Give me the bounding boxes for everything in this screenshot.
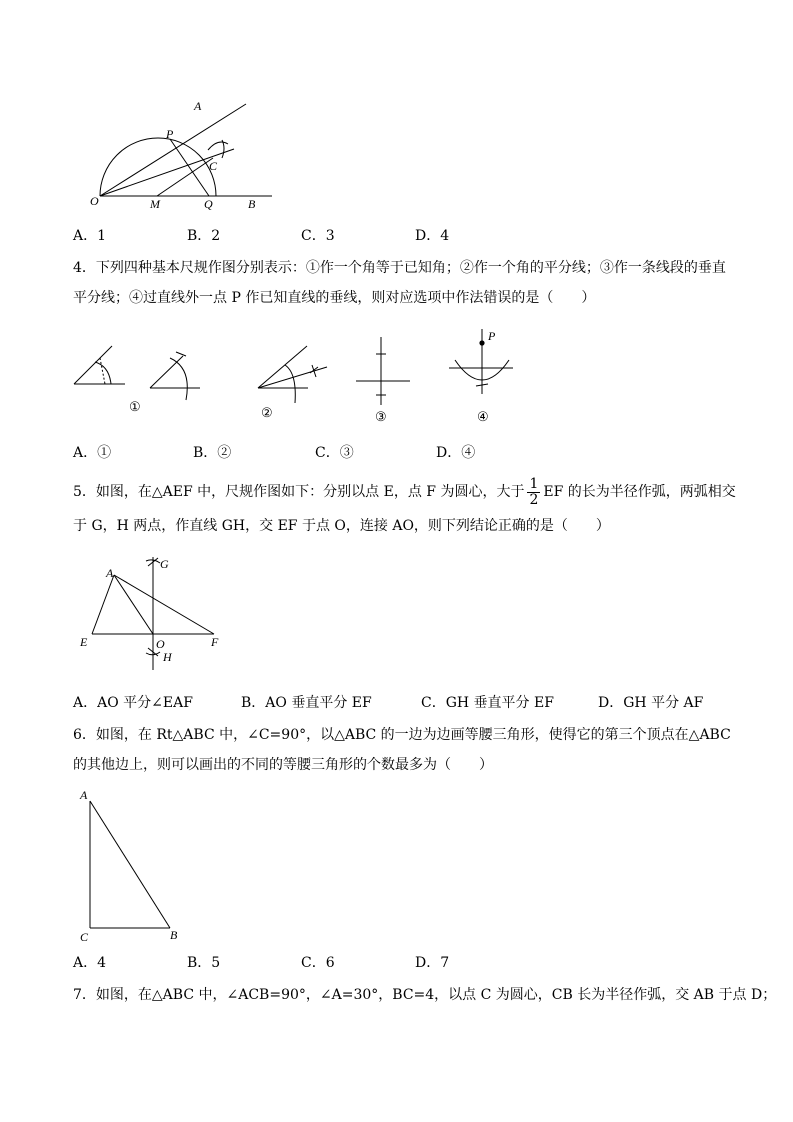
q5-side-AE bbox=[92, 575, 114, 634]
q5-label-E: E bbox=[80, 635, 88, 649]
q5-fraction-denominator: 2 bbox=[529, 491, 539, 508]
q6-stem-line1: 6．如图，在 Rt△ABC 中，∠C=90°，以△ABC 的一边为边画等腰三角形，使得它的第三个顶点在△ABC bbox=[73, 727, 731, 743]
q3-label-A: A bbox=[194, 99, 202, 113]
q5-option-b: B．AO 垂直平分 EF bbox=[241, 695, 372, 711]
q4-fig1b-tick bbox=[176, 352, 186, 356]
q3-label-C: C bbox=[209, 159, 218, 173]
q3-option-d: D．4 bbox=[415, 228, 450, 244]
q6-label-C: C bbox=[80, 930, 89, 944]
q4-label-3: ③ bbox=[375, 409, 387, 424]
q5-stem-line2: 于 G，H 两点，作直线 GH，交 EF 于点 O，连接 AO，则下列结论正确的是（ ） bbox=[73, 518, 610, 534]
q4-fig4-mark bbox=[476, 384, 488, 386]
q5-label-F: F bbox=[211, 635, 219, 649]
q3-segment-MC bbox=[157, 158, 213, 196]
q6-option-a: A．4 bbox=[73, 955, 107, 971]
q3-label-O: O bbox=[90, 194, 99, 208]
q5-fraction-numerator: 1 bbox=[529, 475, 539, 492]
q5-label-G: G bbox=[160, 557, 169, 571]
q5-arc-mark-G bbox=[146, 558, 160, 566]
q3-arc-mark-2 bbox=[222, 140, 224, 158]
q4-fig1a-ray bbox=[74, 346, 112, 384]
q4-fig2-arc bbox=[285, 365, 295, 403]
q4-fig1a-arc bbox=[95, 362, 111, 384]
q4-fig1b-ray bbox=[150, 356, 183, 388]
q5-label-O: O bbox=[156, 637, 165, 651]
q3-label-Q: Q bbox=[204, 197, 213, 211]
q4-option-c: C．③ bbox=[315, 445, 354, 461]
q5-arc-mark-H bbox=[146, 648, 160, 656]
q3-semicircle-arc bbox=[100, 138, 216, 196]
q3-option-b: B．2 bbox=[187, 228, 221, 244]
q4-label-1: ① bbox=[129, 399, 141, 414]
q5-option-d: D．GH 平分 AF bbox=[598, 695, 704, 711]
q3-arc-mark-1 bbox=[208, 142, 228, 150]
q3-label-M: M bbox=[150, 197, 160, 211]
q4-stem-line1: 4．下列四种基本尺规作图分别表示：①作一个角等于已知角；②作一个角的平分线；③作一条线段的垂直 bbox=[73, 260, 726, 276]
q4-fig4-point-P bbox=[479, 340, 484, 345]
q4-stem-line2: 平分线；④过直线外一点 P 作已知直线的垂线，则对应选项中作法错误的是（ ） bbox=[73, 290, 596, 306]
q4-option-d: D．④ bbox=[436, 445, 476, 461]
q4-fig1a-dashed bbox=[100, 358, 105, 384]
q3-ray-OC bbox=[100, 149, 234, 196]
q4-fig4-arc bbox=[455, 360, 509, 380]
q5-fraction bbox=[527, 477, 540, 508]
q4-label-P: P bbox=[488, 329, 496, 343]
q5-segment-AO bbox=[114, 575, 153, 634]
q4-fig2-bisector bbox=[258, 367, 327, 388]
q5-label-A: A bbox=[106, 566, 114, 580]
q6-option-b: B．5 bbox=[187, 955, 221, 971]
q5-stem-line1-part-b: EF 的长为半径作弧，两弧相交 bbox=[543, 484, 736, 500]
q3-label-B: B bbox=[248, 197, 256, 211]
q6-option-d: D．7 bbox=[415, 955, 450, 971]
q4-fig2-mark bbox=[310, 365, 318, 377]
q6-option-c: C．6 bbox=[301, 955, 335, 971]
q5-option-a: A．AO 平分∠EAF bbox=[73, 695, 193, 711]
q5-label-H: H bbox=[163, 650, 172, 664]
q4-option-b: B．② bbox=[193, 445, 232, 461]
q5-side-AF bbox=[114, 575, 214, 634]
q3-option-c: C．3 bbox=[301, 228, 335, 244]
q6-label-A: A bbox=[80, 788, 88, 802]
q4-label-4: ④ bbox=[477, 409, 489, 424]
q5-option-c: C．GH 垂直平分 EF bbox=[421, 695, 554, 711]
q3-option-a: A．1 bbox=[73, 228, 107, 244]
q4-label-2: ② bbox=[261, 405, 273, 420]
q6-label-B: B bbox=[170, 928, 178, 942]
q4-option-a: A．① bbox=[73, 445, 112, 461]
q3-label-P: P bbox=[166, 127, 174, 141]
q4-fig2-ray bbox=[258, 346, 307, 388]
q6-side-AB bbox=[90, 801, 170, 928]
q5-stem-line1-part-a: 5．如图，在△AEF 中，尺规作图如下：分别以点 E，点 F 为圆心，大于 bbox=[73, 484, 525, 500]
q3-segment-PQ bbox=[170, 139, 209, 196]
q3-ray-OA bbox=[100, 104, 246, 196]
q6-stem-line2: 的其他边上，则可以画出的不同的等腰三角形的个数最多为（ ） bbox=[73, 757, 493, 773]
q5-stem-line1 bbox=[73, 475, 736, 509]
q4-fig1b-arc bbox=[170, 358, 187, 400]
q7-stem-line1: 7．如图，在△ABC 中，∠ACB=90°，∠A=30°，BC=4，以点 C 为圆心，CB 长为半径作弧，交 AB 于点 D； bbox=[73, 987, 777, 1003]
